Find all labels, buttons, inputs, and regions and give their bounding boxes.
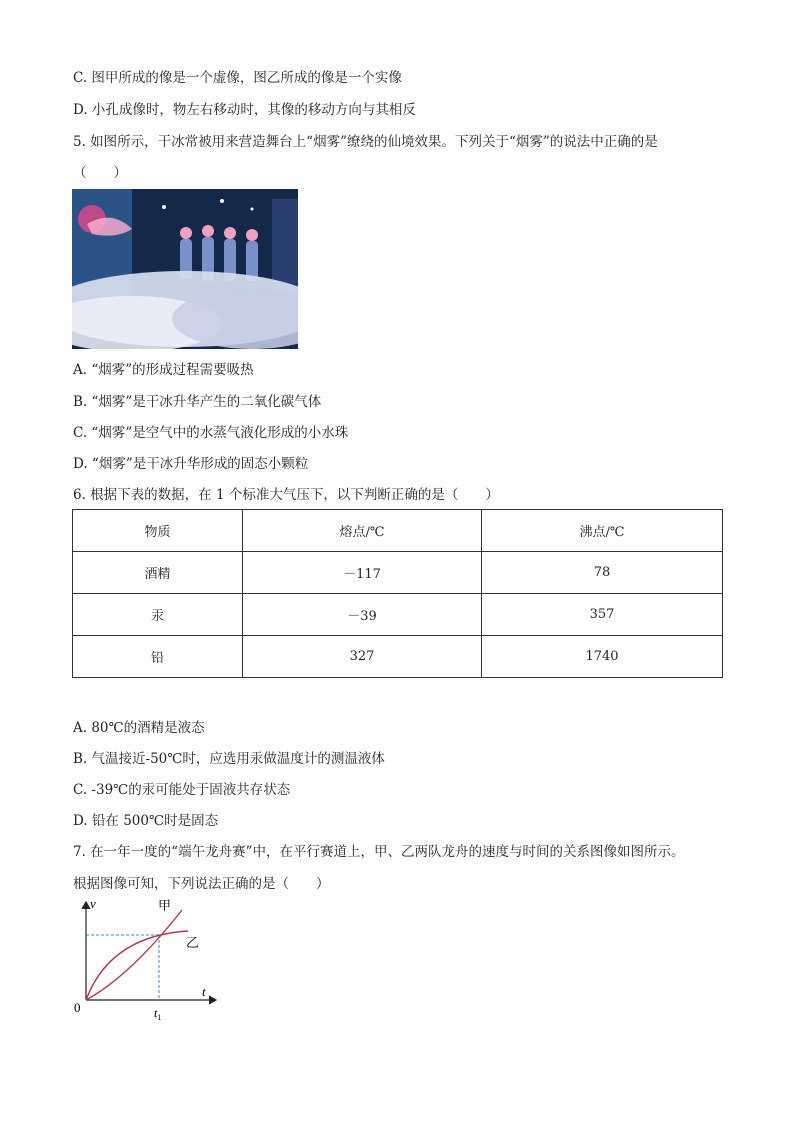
- table-cell: 327: [243, 636, 482, 678]
- question-6-stem: 6. 根据下表的数据，在 1 个标准大气压下，以下判断正确的是（ ）: [73, 487, 499, 503]
- t-axis-label: t: [202, 984, 206, 999]
- table-cell: 357: [482, 594, 723, 636]
- q5-option-b: B. “烟雾”是干冰升华产生的二氧化碳气体: [73, 394, 322, 410]
- v-axis-label: v: [90, 896, 96, 911]
- option-c-prev: C. 图甲所成的像是一个虚像，图乙所成的像是一个实像: [73, 70, 402, 86]
- curve-yi: [86, 931, 188, 1000]
- stage-fog-photo: [72, 189, 298, 349]
- table-cell: －39: [243, 594, 482, 636]
- table-cell: 汞: [73, 594, 243, 636]
- table-header-cell: 熔点/℃: [243, 510, 482, 552]
- velocity-time-graph: [70, 896, 230, 1024]
- q6-option-c: C. -39℃的汞可能处于固液共存状态: [73, 782, 291, 798]
- label-yi: 乙: [186, 936, 200, 951]
- q6-option-b: B. 气温接近-50℃时，应选用汞做温度计的测温液体: [73, 751, 385, 767]
- origin-label: 0: [74, 1000, 81, 1015]
- table-cell: 1740: [482, 636, 723, 678]
- table-header-row: [73, 510, 723, 552]
- label-jia: 甲: [158, 899, 172, 914]
- table-cell: 铅: [73, 636, 243, 678]
- table-row: [73, 552, 723, 594]
- table-header-cell: 沸点/℃: [482, 510, 723, 552]
- option-d-prev: D. 小孔成像时，物左右移动时，其像的移动方向与其相反: [73, 102, 416, 118]
- question-7-stem-line2: 根据图像可知，下列说法正确的是（ ）: [73, 876, 330, 892]
- table-cell: 酒精: [73, 552, 243, 594]
- q5-option-a: A. “烟雾”的形成过程需要吸热: [73, 362, 254, 378]
- q6-option-d: D. 铅在 500℃时是固态: [73, 813, 219, 829]
- t1-subscript: 1: [157, 1013, 162, 1022]
- melting-boiling-table: [72, 509, 723, 678]
- curve-jia: [86, 910, 182, 1000]
- question-7-stem-line1: 7. 在一年一度的“端午龙舟赛”中，在平行赛道上，甲、乙两队龙舟的速度与时间的关系图像如图所示。: [73, 844, 685, 860]
- q5-option-c: C. “烟雾”是空气中的水蒸气液化形成的小水珠: [73, 425, 349, 441]
- question-5-stem: 5. 如图所示，干冰常被用来营造舞台上“烟雾”缭绕的仙境效果。下列关于“烟雾”的说法中正确的是: [73, 134, 658, 150]
- q5-option-d: D. “烟雾”是干冰升华形成的固态小颗粒: [73, 456, 309, 472]
- t1-label: [154, 1006, 161, 1022]
- t1-main: t: [154, 1006, 158, 1020]
- table-row: [73, 636, 723, 678]
- q6-option-a: A. 80℃的酒精是液态: [73, 720, 205, 736]
- table-cell: 78: [482, 552, 723, 594]
- table-cell: －117: [243, 552, 482, 594]
- table-row: [73, 594, 723, 636]
- question-5-bracket: （ ）: [73, 165, 127, 181]
- table-header-cell: 物质: [73, 510, 243, 552]
